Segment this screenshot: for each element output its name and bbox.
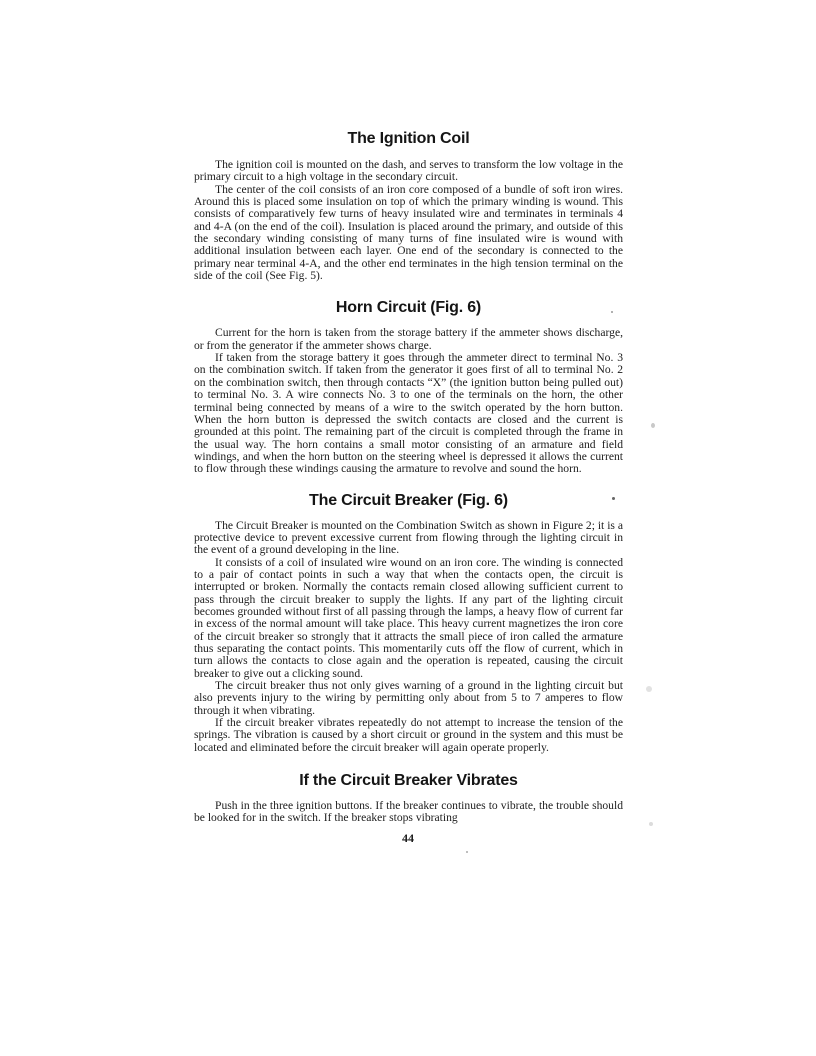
section-heading-horn-circuit: Horn Circuit (Fig. 6) [335, 299, 482, 317]
paper-speck [649, 822, 653, 826]
paragraph-horn-circuit-2: If taken from the storage battery it goes through the ammeter direct to terminal No. 3 on the combination switch. If taken from the generator it goes first of all to terminal No. 2 on the combination switch, then through contacts “X” (the ignition button being pulled out) to terminal No. 3. A wire connects No. 3 to one of the terminals on the horn, the other terminal being connected by means of a wire to the switch operated by the horn button. When the horn button is depressed the switch contacts are closed and the current is grounded at this point. The remaining part of the circuit is completed through the frame in the usual way. The horn contains a small motor consisting of an armature and field windings, and when the horn button on the steering wheel is depressed it allows the current to flow through these windings causing the armature to revolve and sound the horn. [194, 351, 623, 476]
paragraph-circuit-breaker-3: The circuit breaker thus not only gives warning of a ground in the lighting circuit but also prevents injury to the wiring by permitting only about from 5 to 7 amperes to flow through it when vibrating. [194, 679, 623, 717]
section-heading-circuit-breaker: The Circuit Breaker (Fig. 6) [309, 491, 508, 509]
paper-speck [651, 423, 655, 428]
page-text-block [194, 128, 623, 825]
paragraph-breaker-vibrates-1: Push in the three ignition buttons. If the breaker continues to vibrate, the trouble should be looked for in the switch. If the breaker stops vibrating [194, 799, 623, 825]
paragraph-circuit-breaker-4: If the circuit breaker vibrates repeatedly do not attempt to increase the tension of the springs. The vibration is caused by a short circuit or ground in the system and this must be located and eliminated before the circuit breaker will again operate properly. [194, 716, 623, 754]
section-heading-breaker-vibrates: If the Circuit Breaker Vibrates [299, 772, 518, 790]
page-number: 44 [402, 831, 414, 845]
paper-speck [612, 497, 615, 500]
paragraph-horn-circuit-1: Current for the horn is taken from the storage battery if the ammeter shows discharge, or from the generator if the ammeter shows charge. [194, 326, 623, 352]
paragraph-ignition-coil-2: The center of the coil consists of an iron core composed of a bundle of soft iron wires. Around this is placed some insulation on top of which the primary winding is wound. This consists of comparatively few turns of heavy insulated wire and terminates in terminals 4 and 4-A (on the end of the coil). Insulation is placed around the primary, and outside of this the secondary winding consisting of many turns of fine insulated wire is wound with additional insulation between each layer. One end of the secondary is connected to the primary near terminal 4-A, and the other end terminates in the high tension terminal on the side of the coil (See Fig. 5). [194, 182, 623, 283]
paragraph-circuit-breaker-2: It consists of a coil of insulated wire wound on an iron core. The winding is connected to a pair of contact points in such a way that when the contacts open, the circuit is interrupted or broken. Normally the contacts remain closed allowing sufficient current to pass through the circuit breaker to supply the lights. If any part of the lighting circuit becomes grounded without first of all passing through the lamps, a heavy flow of current far in excess of the normal amount will take place. This heavy current magnetizes the iron core of the circuit breaker so strongly that it attracts the small piece of iron called the armature thus separating the contact points. This momentarily cuts off the flow of current, which in turn allows the contacts to close again and the operation is repeated, causing the circuit breaker to give out a clicking sound. [194, 555, 623, 680]
paper-speck [611, 311, 613, 313]
paper-speck [466, 851, 468, 853]
paragraph-circuit-breaker-1: The Circuit Breaker is mounted on the Combination Switch as shown in Figure 2; it is a protective device to prevent excessive current from flowing through the lighting circuit in the event of a ground developing in the line. [194, 518, 623, 557]
section-heading-ignition-coil: The Ignition Coil [347, 130, 470, 147]
paragraph-ignition-coil-1: The ignition coil is mounted on the dash, and serves to transform the low voltage in the primary circuit to a high voltage in the secondary circuit. [194, 158, 623, 184]
paper-speck [646, 686, 652, 692]
